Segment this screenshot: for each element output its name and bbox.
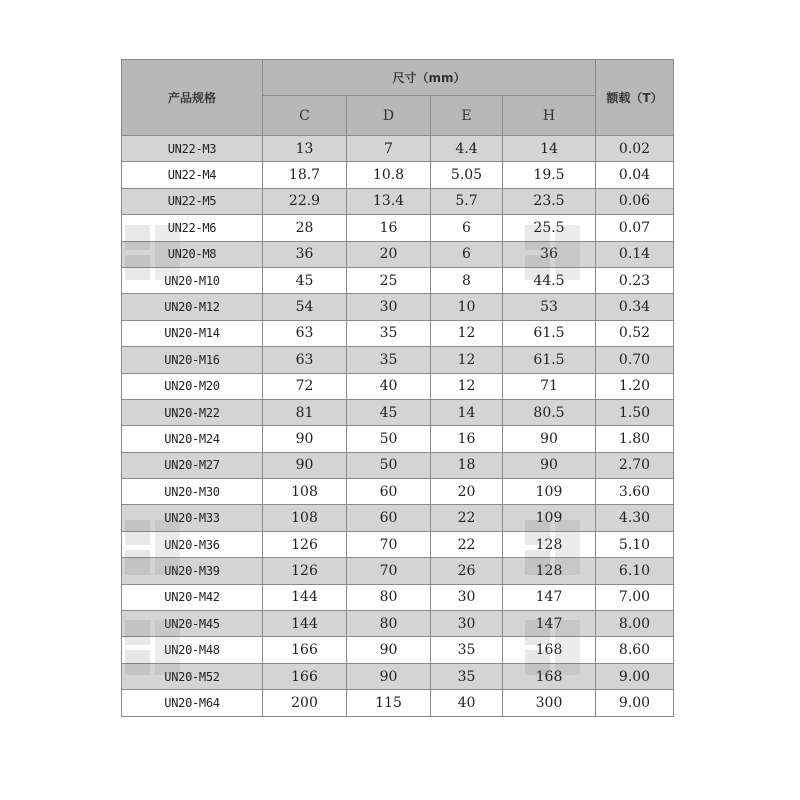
cell-c: 36 (263, 241, 347, 267)
cell-d: 70 (347, 531, 431, 557)
cell-load: 0.23 (596, 267, 674, 293)
table-row (122, 531, 674, 557)
cell-spec: UN20-M42 (122, 584, 263, 610)
cell-c: 45 (263, 267, 347, 293)
cell-h: 147 (503, 611, 596, 637)
cell-h: 90 (503, 452, 596, 478)
header-row (122, 60, 674, 96)
cell-spec: UN20-M64 (122, 690, 263, 716)
cell-e: 12 (431, 347, 503, 373)
cell-d: 50 (347, 452, 431, 478)
table-row (122, 267, 674, 293)
cell-c: 90 (263, 426, 347, 452)
table-row (122, 584, 674, 610)
cell-spec: UN20-M8 (122, 241, 263, 267)
table-row (122, 663, 674, 689)
col-h-header: H (503, 96, 596, 136)
cell-h: 147 (503, 584, 596, 610)
cell-h: 109 (503, 479, 596, 505)
cell-spec: UN20-M39 (122, 558, 263, 584)
cell-load: 4.30 (596, 505, 674, 531)
cell-load: 7.00 (596, 584, 674, 610)
table-row (122, 162, 674, 188)
cell-h: 128 (503, 531, 596, 557)
cell-h: 168 (503, 663, 596, 689)
table-row (122, 241, 674, 267)
cell-h: 23.5 (503, 188, 596, 214)
cell-c: 126 (263, 531, 347, 557)
cell-d: 35 (347, 320, 431, 346)
cell-h: 44.5 (503, 267, 596, 293)
cell-h: 53 (503, 294, 596, 320)
spec-table (121, 59, 674, 717)
cell-spec: UN20-M22 (122, 399, 263, 425)
cell-load: 0.52 (596, 320, 674, 346)
cell-spec: UN20-M30 (122, 479, 263, 505)
cell-spec: UN20-M10 (122, 267, 263, 293)
cell-h: 80.5 (503, 399, 596, 425)
cell-e: 8 (431, 267, 503, 293)
cell-d: 115 (347, 690, 431, 716)
cell-h: 90 (503, 426, 596, 452)
cell-load: 1.80 (596, 426, 674, 452)
cell-c: 108 (263, 505, 347, 531)
table-row (122, 452, 674, 478)
cell-e: 12 (431, 373, 503, 399)
cell-h: 71 (503, 373, 596, 399)
cell-d: 80 (347, 584, 431, 610)
table-row (122, 558, 674, 584)
cell-d: 80 (347, 611, 431, 637)
spec-header: 产品规格 (122, 60, 263, 136)
cell-load: 6.10 (596, 558, 674, 584)
cell-e: 35 (431, 663, 503, 689)
cell-c: 166 (263, 637, 347, 663)
cell-d: 90 (347, 663, 431, 689)
cell-c: 28 (263, 215, 347, 241)
cell-load: 0.04 (596, 162, 674, 188)
cell-spec: UN20-M20 (122, 373, 263, 399)
cell-e: 30 (431, 584, 503, 610)
cell-load: 0.14 (596, 241, 674, 267)
cell-load: 5.10 (596, 531, 674, 557)
table-row (122, 426, 674, 452)
cell-c: 166 (263, 663, 347, 689)
cell-h: 168 (503, 637, 596, 663)
cell-c: 108 (263, 479, 347, 505)
table-row (122, 611, 674, 637)
cell-spec: UN20-M52 (122, 663, 263, 689)
cell-h: 61.5 (503, 347, 596, 373)
table-row (122, 690, 674, 716)
dimensions-header: 尺寸（mm） (263, 60, 596, 96)
cell-d: 40 (347, 373, 431, 399)
table-row (122, 637, 674, 663)
cell-e: 22 (431, 505, 503, 531)
cell-load: 8.00 (596, 611, 674, 637)
cell-c: 22.9 (263, 188, 347, 214)
cell-c: 63 (263, 320, 347, 346)
table-row (122, 188, 674, 214)
cell-c: 126 (263, 558, 347, 584)
cell-c: 200 (263, 690, 347, 716)
cell-spec: UN20-M33 (122, 505, 263, 531)
cell-c: 90 (263, 452, 347, 478)
cell-e: 14 (431, 399, 503, 425)
cell-e: 35 (431, 637, 503, 663)
cell-h: 25.5 (503, 215, 596, 241)
cell-spec: UN22-M6 (122, 215, 263, 241)
cell-load: 9.00 (596, 663, 674, 689)
cell-h: 36 (503, 241, 596, 267)
cell-d: 45 (347, 399, 431, 425)
cell-d: 30 (347, 294, 431, 320)
cell-load: 0.06 (596, 188, 674, 214)
cell-h: 61.5 (503, 320, 596, 346)
cell-d: 60 (347, 505, 431, 531)
cell-d: 25 (347, 267, 431, 293)
cell-load: 0.07 (596, 215, 674, 241)
cell-load: 3.60 (596, 479, 674, 505)
cell-e: 30 (431, 611, 503, 637)
table-row (122, 136, 674, 162)
cell-e: 12 (431, 320, 503, 346)
cell-spec: UN20-M27 (122, 452, 263, 478)
cell-h: 300 (503, 690, 596, 716)
cell-spec: UN20-M24 (122, 426, 263, 452)
cell-c: 63 (263, 347, 347, 373)
cell-c: 144 (263, 611, 347, 637)
cell-load: 2.70 (596, 452, 674, 478)
col-e-header: E (431, 96, 503, 136)
cell-e: 10 (431, 294, 503, 320)
cell-spec: UN22-M5 (122, 188, 263, 214)
cell-load: 9.00 (596, 690, 674, 716)
cell-e: 5.05 (431, 162, 503, 188)
cell-e: 26 (431, 558, 503, 584)
cell-e: 6 (431, 215, 503, 241)
cell-spec: UN22-M4 (122, 162, 263, 188)
cell-d: 50 (347, 426, 431, 452)
cell-load: 0.70 (596, 347, 674, 373)
cell-e: 16 (431, 426, 503, 452)
col-c-header: C (263, 96, 347, 136)
cell-spec: UN20-M45 (122, 611, 263, 637)
cell-load: 0.34 (596, 294, 674, 320)
table-row (122, 505, 674, 531)
cell-d: 7 (347, 136, 431, 162)
cell-spec: UN20-M36 (122, 531, 263, 557)
table-row (122, 320, 674, 346)
cell-d: 16 (347, 215, 431, 241)
cell-spec: UN20-M14 (122, 320, 263, 346)
cell-e: 20 (431, 479, 503, 505)
cell-e: 18 (431, 452, 503, 478)
cell-c: 13 (263, 136, 347, 162)
cell-d: 20 (347, 241, 431, 267)
cell-spec: UN20-M48 (122, 637, 263, 663)
cell-h: 128 (503, 558, 596, 584)
cell-spec: UN22-M3 (122, 136, 263, 162)
cell-c: 144 (263, 584, 347, 610)
cell-e: 5.7 (431, 188, 503, 214)
table-row (122, 294, 674, 320)
cell-h: 14 (503, 136, 596, 162)
table-row (122, 399, 674, 425)
table-row (122, 215, 674, 241)
cell-e: 40 (431, 690, 503, 716)
cell-h: 19.5 (503, 162, 596, 188)
cell-e: 4.4 (431, 136, 503, 162)
cell-h: 109 (503, 505, 596, 531)
cell-load: 0.02 (596, 136, 674, 162)
cell-e: 6 (431, 241, 503, 267)
table-row (122, 479, 674, 505)
table-row (122, 373, 674, 399)
cell-load: 8.60 (596, 637, 674, 663)
cell-d: 60 (347, 479, 431, 505)
cell-c: 72 (263, 373, 347, 399)
cell-d: 10.8 (347, 162, 431, 188)
table-body (122, 136, 674, 717)
cell-c: 18.7 (263, 162, 347, 188)
load-header: 额载（T） (596, 60, 674, 136)
cell-c: 54 (263, 294, 347, 320)
cell-d: 90 (347, 637, 431, 663)
cell-c: 81 (263, 399, 347, 425)
cell-load: 1.20 (596, 373, 674, 399)
cell-d: 35 (347, 347, 431, 373)
cell-e: 22 (431, 531, 503, 557)
table-row (122, 347, 674, 373)
cell-load: 1.50 (596, 399, 674, 425)
col-d-header: D (347, 96, 431, 136)
cell-d: 13.4 (347, 188, 431, 214)
cell-spec: UN20-M12 (122, 294, 263, 320)
cell-d: 70 (347, 558, 431, 584)
cell-spec: UN20-M16 (122, 347, 263, 373)
